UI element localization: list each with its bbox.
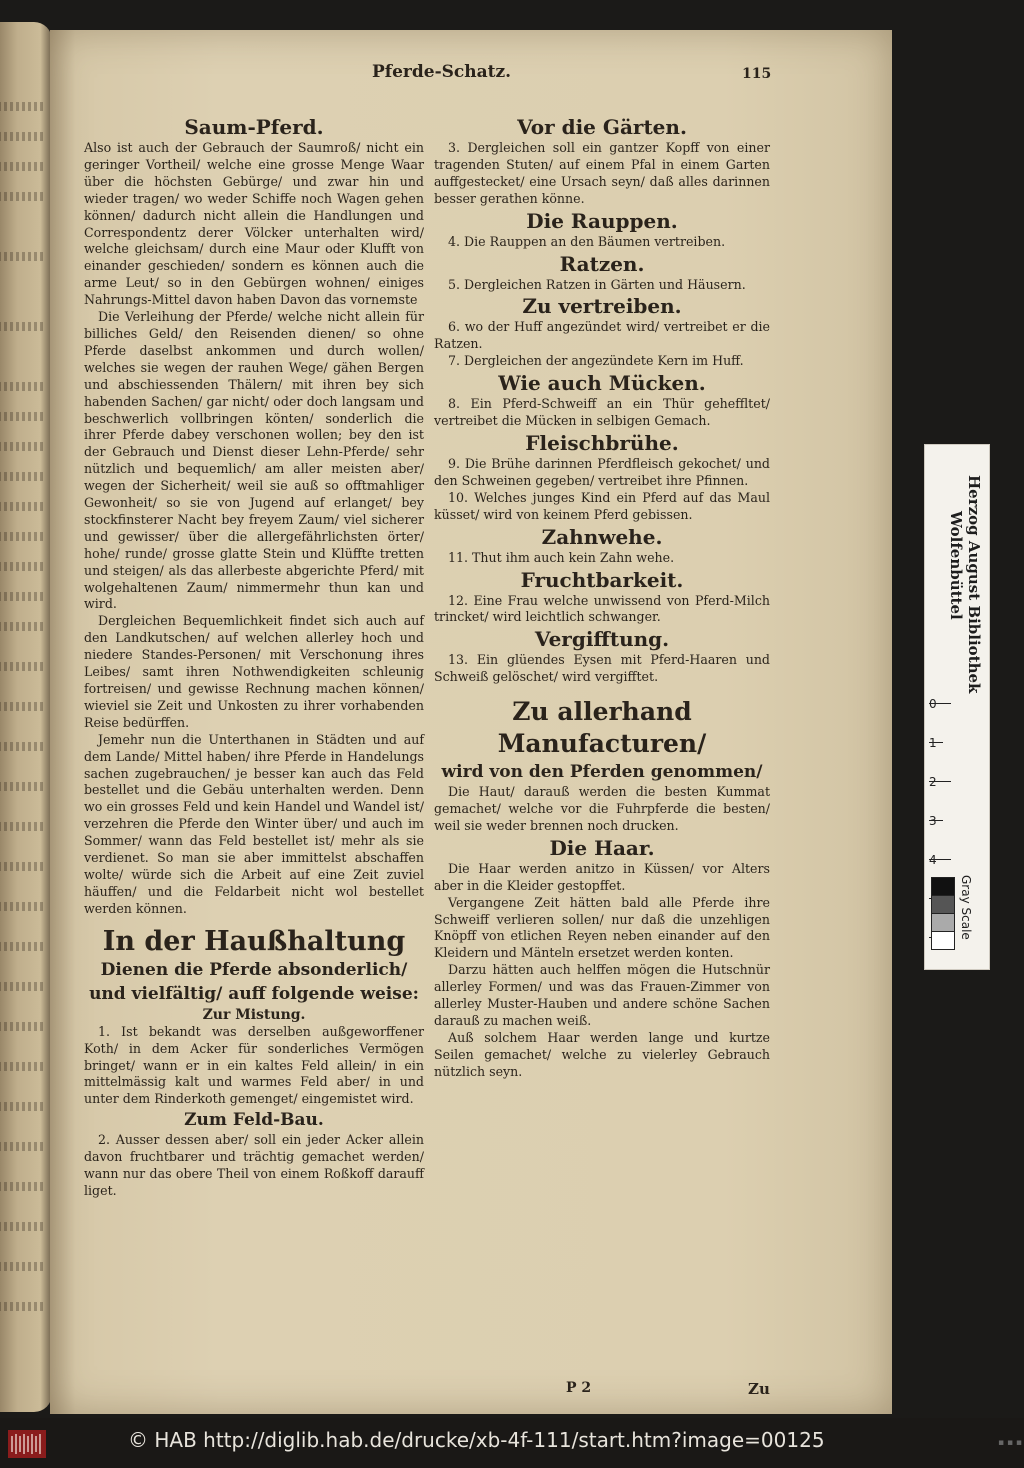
footer-icons: ▪ ▪ ▪ [998,1438,1023,1448]
heading-manufacturen: Zu allerhand Manufacturen/ [497,697,707,759]
catchword: Zu [748,1380,770,1398]
heading-rauppen: Die Rauppen. [526,208,678,233]
page-number: 115 [742,66,772,82]
library-city: Wolfenbüttel [947,511,965,620]
paragraph: Darzu hätten auch helffen mögen die Hutschnür allerley Formen/ und was das Frauen-Zimmer von allerley Muster-Hauben und andere schöne Sachen darauß zu machen weiß. [434,962,770,1028]
scale-ruler [924,444,990,970]
heading-fleischbruehe: Fleischbrühe. [525,430,679,455]
library-name: Herzog August Bibliothek [965,475,983,694]
ruler-tick-0: 0 [929,697,937,711]
hab-logo-icon [8,1430,46,1458]
running-head: Pferde-Schatz. [372,62,512,82]
facing-page-edge [0,22,52,1412]
ruler-tick-4: 4 [929,853,937,867]
heading-zahnwehe: Zahnwehe. [541,524,663,549]
paragraph: 3. Dergleichen soll ein gantzer Kopff von einer tragenden Stuten/ auf einem Pfal in einem Garten auffgestecket/ eine Ursach seyn/ daß alles darinnen besser gerathen könne. [434,140,770,206]
heading-saum-pferd: Saum-Pferd. [184,115,324,139]
heading-feld-bau: Zum Feld-Bau. [184,1110,324,1131]
paragraph: 1. Ist bekandt was derselben außgeworffener Koth/ in dem Acker für sonderliches Vermögen bringet/ wann er in ein kaltes Feld allein/ in ein mittelmässig kalt und warmes Feld aber/ in und unter dem Rinderkoth gemenget/ eingemistet wird. [84,1023,424,1107]
paragraph: Also ist auch der Gebrauch der Saumroß/ nicht ein geringer Vortheil/ welche eine grosse Menge Waar über die höchsten Gebürge/ und zwar hin und wieder tragen/ wo weder Schiffe noch Wagen gehen können/ dadurch nicht allein die Handlungen und Correspondentz derer Völcker unterhalten wird/ welche gleichsam/ durch eine Maur oder Klufft von einander geschieden/ sondern es können auch die arme Leut/ so in den Gebürgen wohnen/ einiges Nahrungs-Mittel davon haben Davon das vornemste [84,140,424,308]
heading-manufacturen-sub: wird von den Pferden genommen/ [441,762,763,783]
heading-mistung: Zur Mistung. [202,1006,306,1023]
grayscale-label: Gray Scale [959,875,973,940]
paragraph: 10. Welches junges Kind ein Pferd auf das Maul küsset/ wird von keinem Pferd gebissen. [434,489,770,522]
left-column [84,114,424,1200]
heading-muecken: Wie auch Mücken. [498,371,706,396]
ruler-tick-2: 2 [929,775,937,789]
paragraph: 2. Ausser dessen aber/ soll ein jeder Acker allein davon fruchtbarer und trächtig gemachet werden/ wann nur das obere Theil von einem Roßkoff darauff liget. [84,1132,424,1198]
heading-gaerten: Vor die Gärten. [517,115,687,139]
heading-ratzen: Ratzen. [559,251,645,276]
paragraph: 8. Ein Pferd-Schweiff an ein Thür geheffltet/ vertreibet die Mücken in selbigen Gemach. [434,396,770,429]
heading-dienen: Dienen die Pferde absonderlich/ und vielfältig/ auff folgende weise: [89,959,419,1004]
paragraph: Vergangene Zeit hätten bald alle Pferde ihre Schweiff verlieren sollen/ nur daß die unzehligen Knöpff von etlichen Reyen neben einander auf den Kleidern und Mänteln ersetzet werden konten. [434,894,770,961]
paragraph: 6. wo der Huff angezündet wird/ vertreibet er die Ratzen. [434,319,770,352]
paragraph: Die Haut/ darauß werden die besten Kummat gemachet/ welche vor die Fuhrpferde die besten/ weil sie weder brennen noch drucken. [434,784,770,833]
paragraph: Die Haar werden anitzo in Küssen/ vor Alters aber in die Kleider gestopffet. [434,860,770,893]
paragraph: 12. Eine Frau welche unwissend von Pferd-Milch trincket/ wird leichtlich schwanger. [434,592,770,625]
paragraph: 13. Ein glüendes Eysen mit Pferd-Haaren und Schweiß gelöschet/ wird vergifftet. [434,652,770,685]
paragraph: Jemehr nun die Unterthanen in Städten und auf dem Lande/ Mittel haben/ ihre Pferde in Handelungs sachen zugebrauchen/ je besser kan auch das Feld bestellet und die Gebäu unterhalten werden. Denn wo ein grosses Feld und kein Handel und Wandel ist/ verzehren die Pferde den Winter über/ und auch im Sommer/ wann das Feld bestellet ist/ mehr als sie verdienet. So man sie aber immittelst abschaffen wolte/ würde sich die Arbeit auf eine Zeit zuviel häuffen/ und die Feldarbeit nicht wol bestellet werden können. [84,731,424,916]
ruler-tick-1: 1 [929,736,937,750]
copyright-url[interactable]: © HAB http://diglib.hab.de/drucke/xb-4f-111/start.htm?image=00125 [128,1428,825,1452]
right-column [434,114,770,1081]
paragraph: 4. Die Rauppen an den Bäumen vertreiben. [448,233,726,249]
heading-vergifftung: Vergifftung. [534,627,670,652]
heading-fruchtbarkeit: Fruchtbarkeit. [520,567,684,592]
ruler-tick-3: 3 [929,814,937,828]
paragraph: 7. Dergleichen der angezündete Kern im Huff. [448,353,744,369]
paragraph: 5. Dergleichen Ratzen in Gärten und Häusern. [448,276,746,292]
heading-die-haar: Die Haar. [549,835,655,860]
paragraph: Die Verleihung der Pferde/ welche nicht allein für billiches Geld/ den Reisenden dienen/ so ohne Pferde daselbst ankommen und durch wollen/ welches sie wegen der rauhen Wege/ gähen Bergen und abschiessenden Thälern/ mit ihren bey sich habenden Sachen/ gar nicht/ oder doch langsam und beschwerlich vollbringen könten/ sonderlich die ihrer Pferde dabey verschonen wollen; bey den ist der Gebrauch und Dienst dieser Lehn-Pferde/ sehr nützlich und bequemlich/ am aller meisten aber/ wegen der Sicherheit/ weil sie auß so offtmahliger Gewonheit/ so sie von Jugend auf erlanget/ bey stockfinsterer Nacht bey freyem Zaum/ viel sicherer und gewisser/ über die allergefährlichsten örter/ hohe/ runde/ grosse glatte Stein und Klüffte tretten und steigen/ als das allerbeste abgerichte Pferd/ mit wolgehaltenen Zaum/ nimmermehr thun kan und wird. [84,309,424,612]
paragraph: 11. Thut ihm auch kein Zahn wehe. [448,549,675,565]
paragraph: Auß solchem Haar werden lange und kurtze Seilen gemachet/ welche zu vielerley Gebrauch nützlich seyn. [434,1029,770,1079]
heading-haushaltung: In der Haußhaltung [102,925,406,957]
paragraph: 9. Die Brühe darinnen Pferdfleisch gekochet/ und den Schweinen gegeben/ vertreibet ihre Pfinnen. [434,455,770,488]
heading-zu-vertreiben: Zu vertreiben. [522,294,682,319]
paragraph: Dergleichen Bequemlichkeit findet sich auch auf den Landkutschen/ auf welchen allerley hoch und niedere Standes-Personen/ mit Verschonung ihres Leibes/ samt ihren Nothwendigkeiten schleunig fortreisen/ und gewisse Rechnung machen können/ wieviel sie Zeit und Unkosten zu ihrer vorhabenden Reise bedürffen. [84,613,424,730]
signature-mark: P 2 [566,1380,592,1396]
